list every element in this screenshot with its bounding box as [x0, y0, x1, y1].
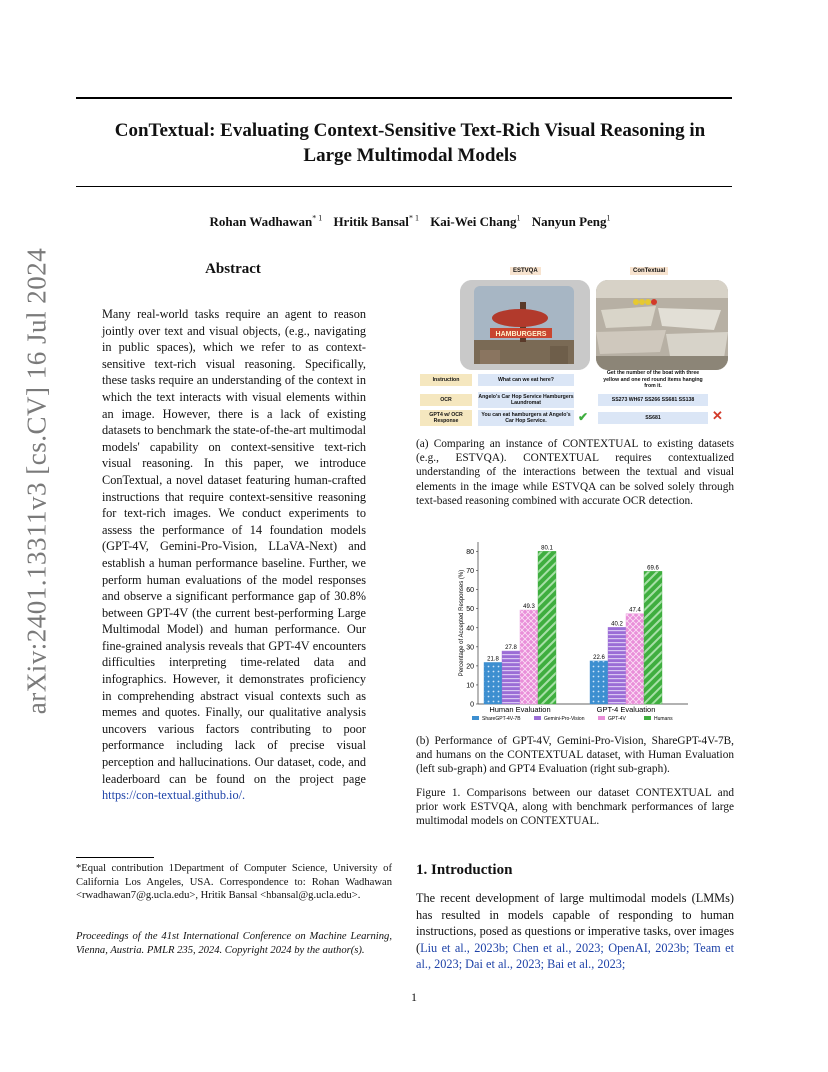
bar-humans	[644, 571, 662, 704]
y-tick-label: 40	[466, 625, 474, 633]
title-bottom-rule	[76, 186, 732, 187]
abstract-text: Many real-world tasks require an agent to reason jointly over text and visual objects, (e.g., navigating in public spaces), which we refer to as context-sensitive text-rich visual reasoning. Specifically, these tasks require an understanding of the context in which the text interacts with visual elements within an image. However, there is a lack of existing datasets to benchmark the state-of-the-art multimodal models' capability on context-sensitive text-rich visual reasoning. In this paper, we introduce ConTextual, a novel dataset featuring human-crafted instructions that require context-sensitive reasoning for text-rich images. We conduct experiments to assess the performance of 14 foundation models (GPT-4V, Gemini-Pro-Vision, LLaVA-Next) and establish a human performance baseline. Further, we perform human evaluations of the model responses and observe a significant performance gap of 30.8% between GPT-4V (the current best-performing Large Multimodal Model) and human performance. Our fine-grained analysis reveals that GPT-4V encounters difficulties interpreting time-related data and infographics. However, it demonstrates proficiency in comprehending abstract visual contexts such as memes and quotes. Finally, our qualitative analysis uncovers various factors contributing to poor performance including lack of precise visual perception and hallucinations. Our dataset, code, and leaderboard can be found on the project page	[102, 307, 366, 786]
legend-label: Gemini-Pro-Vision	[544, 716, 585, 722]
author: Rohan Wadhawan$^{* 1}$	[209, 214, 323, 230]
bar-chart	[456, 534, 692, 726]
contextual-photo	[596, 280, 728, 370]
check-icon: ✔	[578, 410, 589, 424]
proceedings-note: Proceedings of the 41st International Conference on Machine Learning, Vienna, Austria. PMLR 235, 2024. Copyright 2024 by the author(s).	[76, 931, 392, 956]
abstract-heading: Abstract	[205, 261, 261, 277]
data-label: 69.6	[647, 565, 659, 572]
data-label: 47.4	[629, 607, 641, 614]
cross-icon: ✕	[712, 408, 723, 423]
y-tick-label: 20	[466, 663, 474, 671]
bar-sharegpt-4v-7b	[484, 662, 502, 704]
arxiv-stamp: arXiv:2401.13311v3 [cs.CV] 16 Jul 2024	[21, 247, 52, 715]
y-tick-label: 50	[466, 606, 474, 614]
figure-caption: Figure 1. Comparisons between our dataset CONTEXTUAL and prior work ESTVQA, along with benchmark performances of large multimodal models on CONTEXTUAL.	[416, 787, 734, 828]
paper-title	[60, 118, 760, 168]
data-label: 21.8	[487, 656, 499, 663]
y-tick-label: 60	[466, 587, 474, 595]
project-page-link[interactable]: https://con-textual.github.io/.	[102, 788, 246, 803]
title-line-2: Large Multimodal Models	[303, 145, 517, 166]
tag-estvqa: ESTVQA	[510, 267, 541, 275]
estvqa-ocr: Angelo's Car Hop Service Hamburgers Laundromat	[478, 393, 574, 406]
title-line-1: ConTextual: Evaluating Context-Sensitive Text-Rich Visual Reasoning in	[114, 120, 706, 141]
figure-a	[416, 262, 734, 434]
footnote: *Equal contribution 1Department of Computer Science, University of California Los Angeles, USA. Correspondence to: Rohan Wadhawan <rwadhawan7@g.ucla.edu>, Hritik Bansal <hbansal@g.ucla.edu>.	[76, 863, 392, 901]
harbor-boats-image	[596, 280, 728, 370]
data-label: 22.6	[593, 654, 605, 661]
y-tick-label: 70	[466, 568, 474, 576]
footnote-rule	[76, 857, 154, 858]
y-tick-label: 10	[466, 682, 474, 690]
bar-gemini-pro-vision	[608, 627, 626, 704]
contextual-ocr: SS273 WH67 SS266 SS681 SS138	[598, 394, 708, 406]
caption-a: (a) Comparing an instance of CONTEXTUAL to existing datasets (e.g., ESTVQA). CONTEXTUAL requires contextualized understanding of the interactions between the textual and visual elements in the image while ESTVQA can be solved solely through text-based reasoning combined with accurate OCR detection.	[416, 438, 734, 507]
author-list	[60, 214, 760, 230]
legend-swatch	[534, 716, 541, 720]
intro-body	[416, 890, 734, 973]
chart-svg	[456, 534, 692, 726]
page-number: 1	[411, 990, 417, 1004]
contextual-response: SS681	[598, 412, 708, 424]
row-label-instruction: Instruction	[420, 374, 472, 386]
y-tick-label: 80	[466, 549, 474, 557]
legend-swatch	[644, 716, 651, 720]
estvqa-instruction: What can we eat here?	[478, 374, 574, 386]
y-tick-label: 30	[466, 644, 474, 652]
author: Hritik Bansal$^{* 1}$	[333, 214, 419, 230]
abstract-body	[102, 306, 366, 804]
data-label: 80.1	[541, 545, 553, 552]
author: Kai-Wei Chang$^1$	[430, 214, 521, 230]
contextual-instruction: Get the number of the boat with three yellow and one red round items hanging from it.	[603, 370, 703, 390]
legend-label: ShareGPT-4V-7B	[482, 716, 521, 722]
legend-label: GPT-4V	[608, 716, 626, 722]
row-label-response: GPT4 w/ OCR Response	[420, 410, 472, 426]
row-label-ocr: OCR	[420, 394, 472, 406]
bar-sharegpt-4v-7b	[590, 661, 608, 704]
restaurant-sign-image	[460, 280, 590, 370]
intro-text: The recent development of large multimodal models (LMMs) has resulted in models capable of responding to human instructions, posed as questions or imperative tasks, over images (	[416, 891, 734, 955]
bar-humans	[538, 551, 556, 704]
legend-label: Humans	[654, 716, 673, 722]
legend-swatch	[472, 716, 479, 720]
bar-gemini-pro-vision	[502, 651, 520, 704]
caption-b: (b) Performance of GPT-4V, Gemini-Pro-Vision, ShareGPT-4V-7B, and humans on the CONTEXTUAL dataset, with Human Evaluation (left sub-graph) and GPT4 Evaluation (right sub-graph).	[416, 735, 734, 776]
tag-contextual: ConTextual	[630, 267, 668, 275]
x-category-label: GPT-4 Evaluation	[596, 705, 656, 714]
intro-citations[interactable]: Liu et al., 2023b; Chen et al., 2023; OpenAI, 2023b; Team et al., 2023; Dai et al., 2023; Bai et al., 2023;	[416, 940, 734, 972]
bar-gpt-4v	[520, 610, 538, 704]
y-axis-label: Percentage of Accepted Responses (%)	[459, 569, 465, 677]
author: Nanyun Peng$^1$	[531, 214, 611, 230]
data-label: 40.2	[611, 621, 623, 628]
top-rule	[76, 97, 732, 99]
estvqa-response: You can eat hamburgers at Angelo's Car Hop Service.	[478, 410, 574, 426]
y-tick-label: 0	[470, 701, 474, 709]
data-label: 49.3	[523, 604, 535, 611]
x-category-label: Human Evaluation	[489, 705, 551, 714]
sign-text: HAMBURGERS	[495, 331, 547, 338]
intro-heading: 1. Introduction	[416, 862, 513, 878]
data-label: 27.8	[505, 645, 517, 652]
legend-swatch	[598, 716, 605, 720]
bar-gpt-4v	[626, 614, 644, 704]
estvqa-photo	[460, 280, 590, 370]
